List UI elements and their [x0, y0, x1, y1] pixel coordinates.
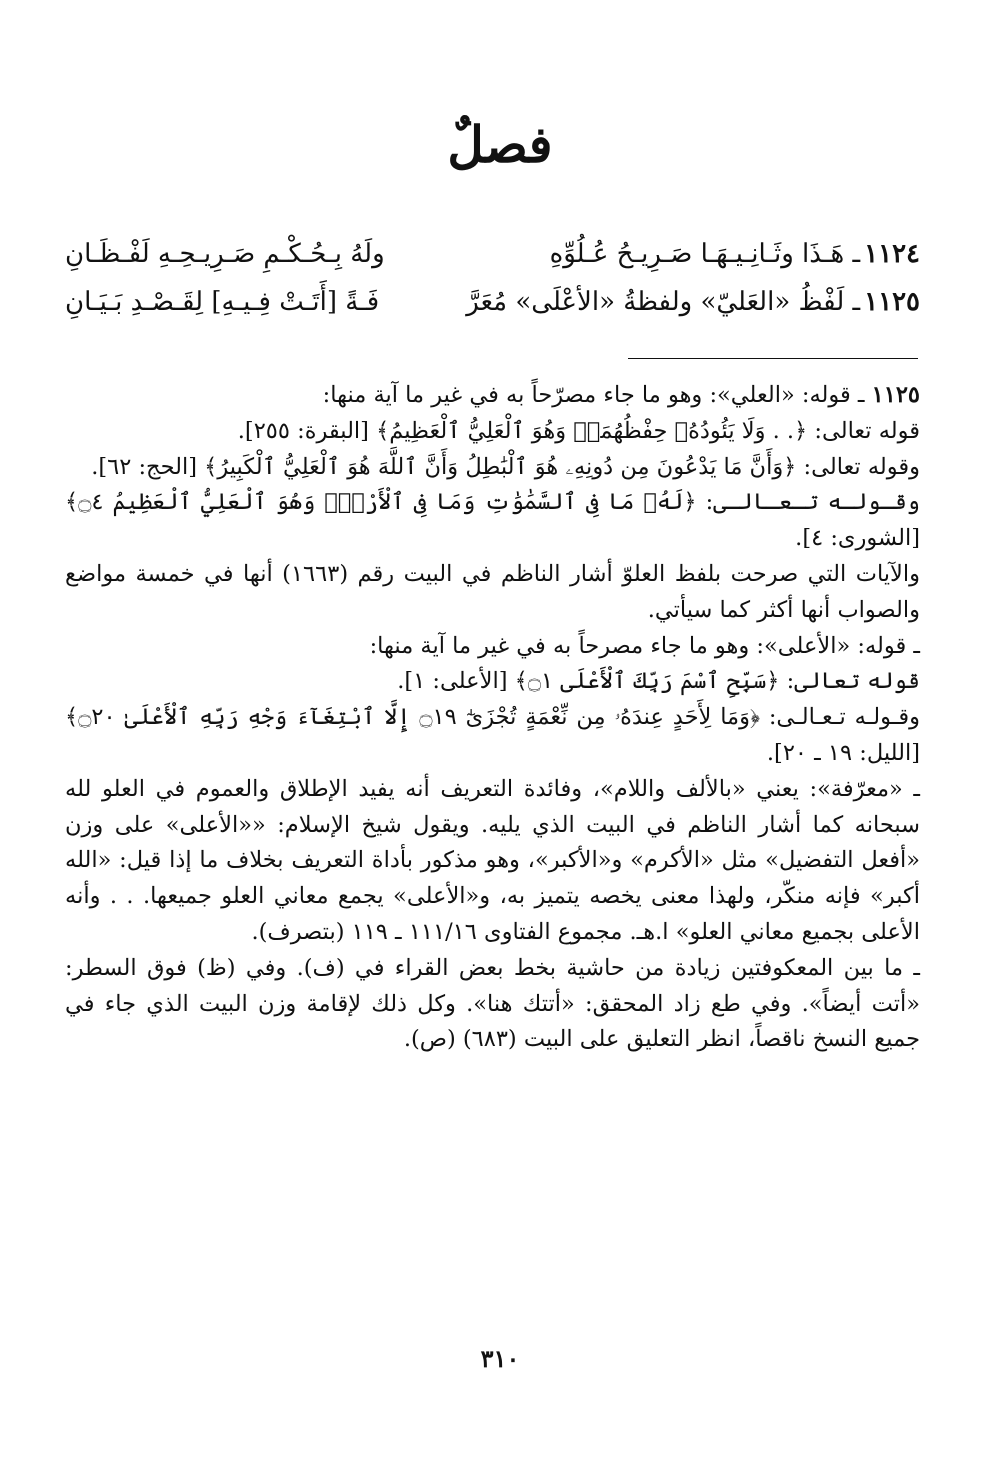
footnote-paragraph: ـ قوله: «الأعلى»: وهو ما جاء مصرحاً به في غير ما آية منها:	[369, 632, 920, 659]
footnote-paragraph: ـ «معرّفة»: يعني «بالألف واللام»، وفائدة التعريف أنه يفيد الإطلاق والعموم في العلو لله سبحانه كما أشار الناظم في البيت الذي يليه. ويقول شيخ الإسلام: ««الأعلى» على وزن «أفعل التفضيل» مثل «الأكرم» و«الأكبر»، وهو مذكور بأداة التعريف بخلاف ما إذا قيل: «الله أكبر» فإنه منكّر، ولهذا معنى يخصه يتميز به، و«الأعلى» يجمع معاني العلو جميعها. . . وأنه الأعلى بجميع معاني العلو» ا.هـ. مجموع الفتاوى ١١١/١٦ ـ ١١٩ (بتصرف).	[65, 775, 920, 945]
footnote-paragraph: والآيات التي صرحت بلفظ العلوّ أشار الناظم في البيت رقم (١٦٦٣) أنها في خمسة مواضع والصواب أنها أكثر كما سيأتي.	[65, 560, 921, 623]
footnote-paragraph: ١١٢٥ ـ قوله: «العلي»: وهو ما جاء مصرّحاً به في غير ما آية منها:	[322, 382, 920, 408]
footnote-paragraph: قوله تعالى: ﴿. . وَلَا يَئُودُهُۥ حِفْظُهُمَاۚ وَهُوَ ٱلْعَلِيُّ ٱلْعَظِيمُ﴾ [البقرة: ٢٥٥].	[237, 417, 920, 444]
verse-line	[65, 280, 920, 324]
footnote-divider	[628, 358, 918, 359]
footnotes	[65, 378, 920, 1058]
verse-number: ١١٢٥	[864, 287, 920, 317]
footnote-paragraph: وقوله تعالى: ﴿وَأَنَّ مَا يَدْعُونَ مِن دُونِهِۦ هُوَ ٱلْبَٰطِلُ وَأَنَّ ٱللَّهَ هُوَ ٱلْعَلِيُّ ٱلْكَبِيرُ﴾ [الحج: ٦٢].	[91, 453, 920, 480]
footnote-number: ١١٢٥	[871, 382, 920, 408]
verse-line	[65, 232, 920, 276]
verse-number: ١١٢٤	[864, 239, 920, 269]
verse-second-hemistich: ولَهُ بِـحُـكْـمِ صَـرِيـحِـهِ لَفْـظَـانِ	[65, 239, 385, 269]
footnote-paragraph: وقـولـه تـعـالـى: ﴿وَمَا لِأَحَدٍ عِندَهُۥ مِن نِّعْمَةٍ تُجْزَىٰٓ ۝١٩ إِلَّا ٱبْتِغَآءَ وَجْهِ رَبِّهِ ٱلْأَعْلَىٰ ۝٢٠﴾ [الليل: ١٩ ـ ٢٠].	[65, 704, 920, 766]
section-heading: فصلٌ	[447, 115, 553, 174]
footnote-paragraph: ـ ما بين المعكوفتين زيادة من حاشية بخط بعض القراء في (ف). وفي (ظ) فوق السطر: «أتت أيضاً». وفي طع زاد المحقق: «أتتك هنا». وكل ذلك لإقامة وزن البيت الذي جاء في جميع النسخ ناقصاً، انظر التعليق على البيت (٦٨٣) (ص).	[65, 954, 920, 1053]
page-number: ٣١٠	[480, 1344, 520, 1373]
verse-second-hemistich: فَـةً [أَتَـتْ فِـيـهِ] لِقَـصْـدِ بَـيَـانِ	[65, 287, 380, 317]
verse-first-hemistich: ١١٢٥ـ لَفْظُ «العَليّ» ولفظةُ «الأعْلَى» مُعَرَّ	[466, 287, 920, 317]
footnote-paragraph: وقـولـه تـعـالـى: ﴿لَهُۥ مَا فِى ٱلسَّمَٰوَٰتِ وَمَا فِى ٱلْأَرْضِۖ وَهُوَ ٱلْعَلِيُّ ٱلْعَظِيمُ ۝٤﴾ [الشورى: ٤].	[65, 489, 920, 552]
verse-first-hemistich: ١١٢٤ـ هَـذَا وثَـانِـيـهَـا صَـرِيـحُ عُـلُوِّهِ	[549, 239, 920, 269]
footnote-paragraph: قوله تعالى: ﴿سَبِّحِ ٱسْمَ رَبِّكَ ٱلْأَعْلَى ۝١﴾ [الأعلى: ١].	[397, 668, 920, 695]
